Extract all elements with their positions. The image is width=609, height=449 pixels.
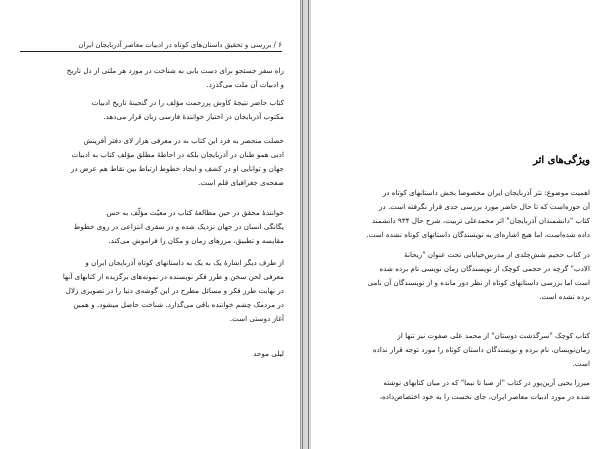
text-line: در کتاب حجیم شش‌جلدی از مدرس‌خیابانی تحت عنوان "ریحانهٔ bbox=[404, 250, 590, 259]
text-line: شده در مورد ادبیات معاصر ایران، جای نخست را به خود اختصاص‌داده، bbox=[379, 392, 590, 401]
left-page bbox=[0, 0, 300, 449]
text-line: زمان‌نویسان، نام برده و نویسندگان داستان کوتاه را مورد توجه قرار نداده bbox=[372, 345, 590, 354]
text-line: در مردمک چشم خواننده باقی می‌گذارد. شناخت حاصل میشود. و همین bbox=[73, 300, 284, 309]
running-head: ۶ / بررسی و تحقیق داستان‌های کوتاه در ادبیات معاصر آذربایجان ایران bbox=[20, 40, 282, 52]
text-line: معرفی لحن سخن و طرز فکر نویسنده در نمونه‌های برگزیده از کتابهای آنها bbox=[62, 272, 284, 281]
text-line: خوانندهٔ محقق در حین مطالعهٔ کتاب در معیّت مؤلّف به حس bbox=[106, 208, 284, 217]
text-line: جهان و توانایی او در کشف و ایجاد خطوط ارتباط بین نقاط هم عرض در bbox=[71, 164, 284, 173]
gutter-edge bbox=[308, 0, 309, 449]
text-line: میرزا یحیی آرین‌پور در کتاب "از صبا تا نیما" که در میان کتابهای نوشته bbox=[383, 378, 590, 387]
gutter-edge bbox=[302, 0, 303, 449]
text-line: مکتوب آذربایجان در اختیار خوانندهٔ فارسی زبان قرار می‌دهد. bbox=[103, 112, 284, 121]
right-page bbox=[311, 0, 609, 449]
text-line: کتاب "دانشمندان آذربایجان" اثر محمدعلی تربیت، شرح حال ۹۳۴ دانشمند bbox=[371, 216, 590, 225]
text-line: یگانگی انسان در جهان نزدیک شده و در سفری انتزاعی در روی خطوط bbox=[73, 222, 284, 231]
text-line: اهمیت موضوع: نثر آذربایجان ایران مخصوصا بخش داستانهای کوتاه در bbox=[382, 188, 590, 197]
section-heading: ویژگی‌های اثر bbox=[533, 155, 590, 166]
text-line: صفحه‌ی جغرافیای قلم است. bbox=[198, 178, 284, 187]
text-line: راه سفر جستجو برای دست یابی به شناخت در مورد هر ملتی از دل تاریخ bbox=[66, 66, 284, 75]
text-line: آن حوزه‌است که تا حال حاضر مورد بررسی جدی قرار نگرفته است. در bbox=[378, 202, 590, 211]
text-line: است اما بررسی داستانهای کوتاه از نظر دور مانده و از نویسندگان آن نامی bbox=[367, 278, 590, 287]
text-line: کتاب حاضر نتیجهٔ کاوش پرزحمت مؤلف را در گنجینهٔ تاریخ ادبیات bbox=[91, 98, 284, 107]
author-signature: لیلی موحد bbox=[253, 349, 284, 358]
text-line: در نهایت طرز فکر و مسائل مطرح در این گوشه‌ی دنیا را در تصویری زلال bbox=[65, 286, 284, 295]
text-line: الادب" گرچه در حجمی کوچک از نویسندگان زمان نویسی نام برده شده bbox=[379, 264, 590, 273]
text-line: مقایسه و تطبیق، مرزهای زمان و مکان را فراموش می‌کند. bbox=[108, 236, 284, 245]
text-line: کتاب کوچک "سرگذشت دوستان" از محمد علی صفوت نیز تنها از bbox=[397, 331, 590, 340]
text-line: خصلت منحصر به فرد این کتاب نه در معرفی هزار لای دفتر آفرینش bbox=[83, 136, 284, 145]
text-line: و ادبیات آن ملت می‌گذرد. bbox=[206, 80, 284, 89]
text-line: است. bbox=[572, 359, 590, 368]
text-line: آغاز دوستی است. bbox=[229, 314, 284, 323]
text-line: داده شده‌است، اما هیچ اشاره‌ای به نویسندگان داستانهای کوتاه نشده است. bbox=[366, 230, 590, 239]
text-line: از طرف دیگر اشارهٔ یک به یک به داستانهای کوتاه آذربایجان ایران و bbox=[85, 258, 284, 267]
text-line: ادبی همو طنان در آذربایجان بلکه در احاطهٔ مطلق مؤلف کتاب به ادبیات bbox=[71, 150, 284, 159]
text-line: برده نشده است. bbox=[539, 292, 590, 301]
